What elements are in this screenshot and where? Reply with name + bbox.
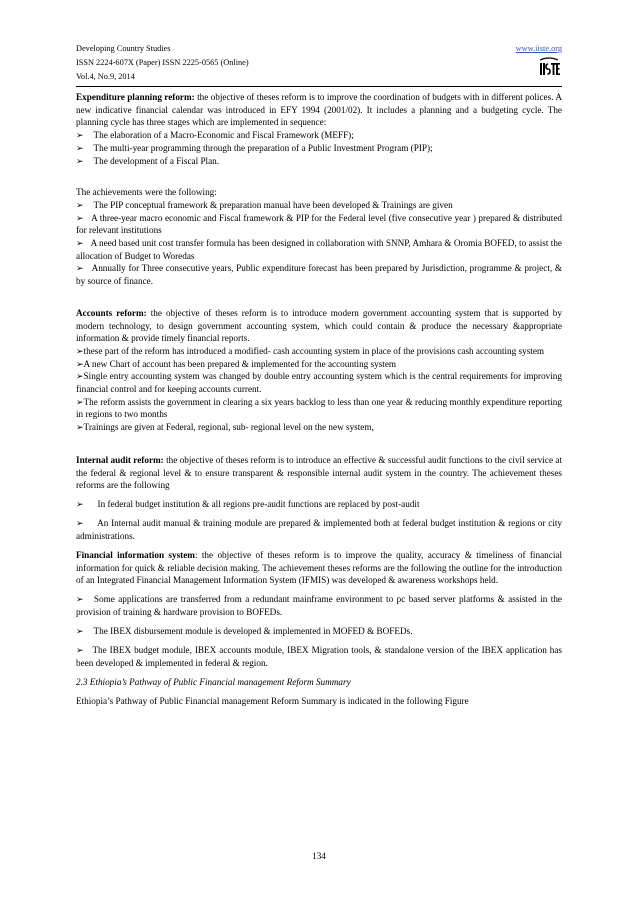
audit-text: the objective of theses reform is to introduce an effective & successful audit functions to the civil service at the federal & regional level & to ensure transparent & responsible internal audit system in the country. The achievement theses reforms are the following	[76, 454, 563, 491]
list-item-text: A new Chart of account has been prepared & implemented for the accounting system	[83, 358, 397, 369]
accounts-paragraph	[76, 307, 562, 345]
arrow-bullet-icon: ➢	[76, 238, 84, 249]
iiste-logo	[538, 57, 560, 79]
list-item	[76, 517, 562, 542]
arrow-bullet-icon: ➢	[76, 358, 84, 369]
page-number: 134	[312, 851, 326, 861]
arrow-bullet-icon: ➢	[76, 518, 84, 529]
list-item-text: In federal budget institution & all regions pre-audit functions are replaced by post-audit	[97, 499, 420, 510]
list-item	[76, 370, 562, 395]
arrow-bullet-icon: ➢	[76, 422, 84, 433]
arrow-bullet-icon: ➢	[76, 212, 84, 223]
list-item-text: The development of a Fiscal Plan.	[93, 155, 220, 166]
list-item-text: The IBEX budget module, IBEX accounts module, IBEX Migration tools, & standalone version of the IBEX application has been developed & implemented in federal & region.	[76, 645, 563, 668]
arrow-bullet-icon: ➢	[76, 645, 84, 656]
list-item	[76, 593, 562, 618]
list-item	[76, 237, 562, 262]
header-rule	[76, 86, 562, 87]
audit-label: Internal audit reform:	[76, 454, 164, 465]
arrow-bullet-icon: ➢	[76, 199, 84, 210]
arrow-bullet-icon: ➢	[76, 142, 84, 153]
fis-paragraph	[76, 549, 562, 587]
achievements-intro: The achievements were the following:	[76, 187, 217, 198]
list-item-text: A need based unit cost transfer formula has been designed in collaboration with SNNP, Amhara & Oromia BOFED, to assist the allocation of Budget to Woredas	[76, 238, 562, 261]
section-heading: 2.3 Ethiopia’s Pathway of Public Financial management Reform Summary	[76, 676, 351, 687]
page-header	[76, 42, 562, 88]
arrow-bullet-icon: ➢	[76, 130, 84, 141]
accounts-text: the objective of theses reform is to introduce modern government accounting system that is supported by modern technology, to design government accounting system, which could contain & produce the necessary &appropriate information & provide timely financial reports.	[76, 307, 562, 344]
fis-text: : the objective of theses reform is to improve the quality, accuracy & timeliness of financial information for quick & reliable decision making. The achievement theses reforms are the following the outline for the introduction of an Integrated Financial Management Information System (IFMIS) was developed & awareness workshops held.	[76, 549, 563, 586]
expenditure-label: Expenditure planning reform:	[76, 92, 195, 102]
arrow-bullet-icon: ➢	[76, 345, 84, 356]
fis-label: Financial information system	[76, 549, 195, 560]
list-item-text: these part of the reform has introduced a modified- cash accounting system in place of the provisions cash accounting system	[83, 345, 545, 356]
list-item-text: The multi-year programming through the preparation of a Public Investment Program (PIP);	[93, 142, 433, 153]
list-item-text: Some applications are transferred from a redundant mainframe environment to pc based server platforms & assisted in the provision of training & hardware provision to BOFEDs.	[76, 594, 562, 618]
arrow-bullet-icon: ➢	[76, 594, 84, 605]
list-item-text: The reform assists the government in clearing a six years backlog to less than one year & reducing monthly expenditure reporting in regions to two months	[76, 396, 562, 420]
list-item	[76, 358, 562, 371]
volume-line: Vol.4, No.9, 2014	[76, 72, 135, 81]
arrow-bullet-icon: ➢	[76, 396, 84, 407]
list-item-text: The IBEX disbursement module is developed & implemented in MOFED & BOFEDs.	[93, 626, 413, 637]
list-item-text: The elaboration of a Macro-Economic and Fiscal Framework (MEFF);	[93, 130, 354, 141]
article-body	[76, 91, 562, 708]
list-item	[76, 421, 562, 434]
arrow-bullet-icon: ➢	[76, 263, 84, 274]
list-item	[76, 155, 562, 168]
audit-paragraph	[76, 454, 562, 492]
arrow-bullet-icon: ➢	[76, 499, 84, 510]
arrow-bullet-icon: ➢	[76, 155, 84, 166]
list-item	[76, 262, 562, 287]
list-item	[76, 644, 562, 669]
section-intro: Ethiopia’s Pathway of Public Financial management Reform Summary is indicated in the following Figure	[76, 695, 469, 706]
list-item-text: Trainings are given at Federal, regional, sub- regional level on the new system,	[83, 422, 374, 433]
issn-line: ISSN 2224-607X (Paper) ISSN 2225-0565 (Online)	[76, 58, 249, 67]
journal-url-link[interactable]: www.iiste.org	[515, 44, 562, 53]
accounts-label: Accounts reform:	[76, 307, 147, 318]
list-item	[76, 142, 562, 155]
list-item-text: A three-year macro economic and Fiscal framework & PIP for the Federal level (five consecutive year ) prepared & distributed for relevant institutions	[76, 212, 562, 236]
list-item	[76, 498, 562, 511]
list-item	[76, 212, 562, 237]
list-item-text: Single entry accounting system was changed by double entry accounting system which is the central requirements for improving financial control and for keeping accounts current.	[76, 371, 562, 395]
list-item-text: Annually for Three consecutive years, Public expenditure forecast has been prepared by Jurisdiction, programme & project, & by source of finance.	[76, 263, 562, 287]
list-item	[76, 625, 562, 638]
expenditure-paragraph	[76, 91, 562, 129]
journal-name: Developing Country Studies	[76, 44, 171, 53]
list-item	[76, 396, 562, 421]
list-item	[76, 345, 562, 358]
expenditure-text: the objective of theses reform is to improve the coordination of budgets with in different polices. A new indicative financial calendar was introduced in EFY 1994 (2001/02). It includes a planning and a budgeting cycle. The planning cycle has three stages which are implemented in sequence:	[76, 92, 562, 128]
list-item	[76, 199, 562, 212]
arrow-bullet-icon: ➢	[76, 626, 84, 637]
list-item-text: An Internal audit manual & training module are prepared & implemented both at federal budget institution & regions or city administrations.	[76, 518, 563, 541]
list-item-text: The PIP conceptual framework & preparation manual have been developed & Trainings are given	[93, 199, 453, 210]
arrow-bullet-icon: ➢	[76, 371, 84, 382]
list-item	[76, 129, 562, 142]
